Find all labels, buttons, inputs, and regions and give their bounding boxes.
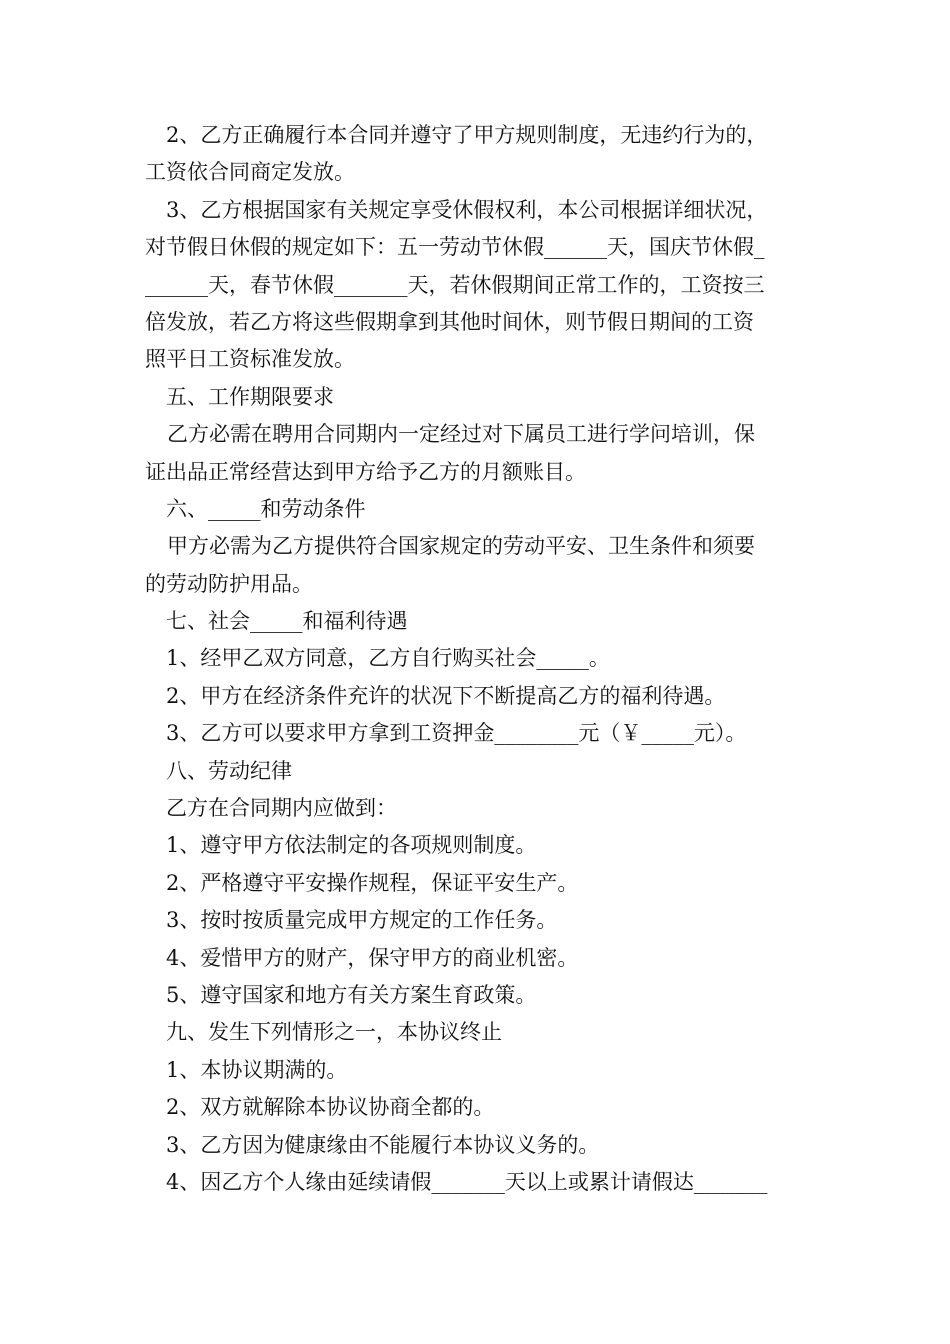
paragraph-line: 乙方必需在聘用合同期内一定经过对下属员工进行学问培训，保	[167, 422, 755, 447]
list-item: 4、因乙方个人缘由延续请假_______天以上或累计请假达_______	[166, 1169, 768, 1194]
list-item: 3、按时按质量完成甲方规定的工作任务。	[166, 908, 558, 933]
paragraph-line: ______天，春节休假_______天，若休假期间正常工作的，工资按三	[145, 272, 765, 297]
list-item: 5、遵守国家和地方有关方案生育政策。	[166, 982, 537, 1007]
section-heading: 九、发生下列情形之一，本协议终止	[166, 1020, 502, 1045]
paragraph-line: 2、乙方正确履行本合同并遵守了甲方规则制度，无违约行为的，	[166, 123, 768, 147]
section-heading: 八、劳动纪律	[166, 758, 292, 783]
paragraph-line: 3、乙方根据国家有关规定享受休假权利，本公司根据详细状况，	[166, 197, 768, 222]
paragraph-line: 证出品正常经营达到甲方给予乙方的月额账目。	[145, 459, 586, 484]
list-item: 3、乙方因为健康缘由不能履行本协议义务的。	[166, 1132, 600, 1157]
list-item: 2、甲方在经济条件充许的状况下不断提高乙方的福利待遇。	[166, 683, 726, 708]
list-item: 2、严格遵守平安操作规程，保证平安生产。	[166, 870, 579, 895]
paragraph-line: 甲方必需为乙方提供符合国家规定的劳动平安、卫生条件和须要	[167, 534, 755, 559]
paragraph-line: 工资依合同商定发放。	[145, 160, 355, 185]
paragraph-line: 乙方在合同期内应做到：	[166, 796, 397, 821]
list-item: 4、爱惜甲方的财产，保守甲方的商业机密。	[166, 945, 579, 970]
paragraph-line: 的劳动防护用品。	[145, 571, 313, 596]
list-item: 1、本协议期满的。	[166, 1057, 348, 1082]
list-item: 1、遵守甲方依法制定的各项规则制度。	[166, 833, 537, 858]
list-item: 3、乙方可以要求甲方拿到工资押金________元（￥_____元）。	[166, 721, 747, 746]
section-heading: 五、工作期限要求	[166, 384, 334, 409]
paragraph-line: 对节假日休假的规定如下：五一劳动节休假______天，国庆节休假_	[145, 235, 765, 260]
section-heading: 六、_____和劳动条件	[166, 496, 366, 521]
section-heading: 七、社会_____和福利待遇	[166, 609, 408, 634]
list-item: 1、经甲乙双方同意，乙方自行购买社会_____。	[166, 646, 610, 671]
document-body	[145, 117, 810, 1201]
paragraph-line: 照平日工资标准发放。	[145, 347, 355, 372]
paragraph-line: 倍发放，若乙方将这些假期拿到其他时间休，则节假日期间的工资	[145, 309, 754, 334]
list-item: 2、双方就解除本协议协商全都的。	[166, 1095, 495, 1120]
